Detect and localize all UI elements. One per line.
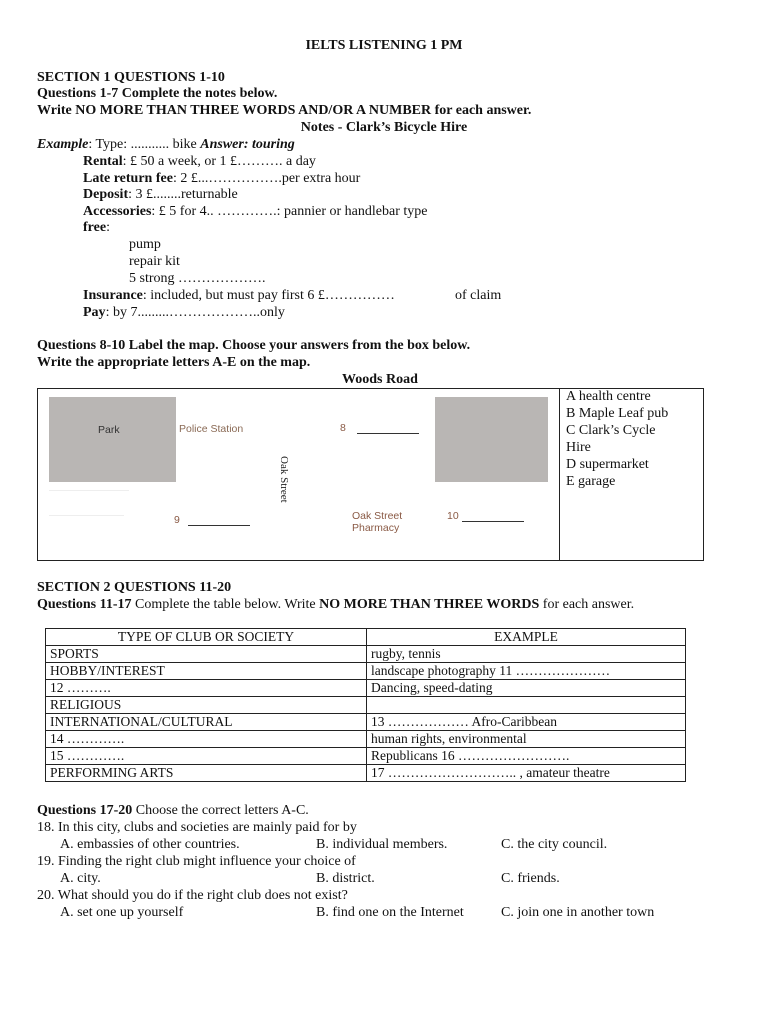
table-row — [46, 748, 686, 765]
table-cell: INTERNATIONAL/CULTURAL — [46, 714, 367, 731]
note-label: Deposit — [83, 187, 129, 202]
section1-instruction: Write NO MORE THAN THREE WORDS AND/OR A NUMBER for each answer. — [37, 103, 532, 118]
free-item: repair kit — [129, 254, 180, 269]
section2-heading: SECTION 2 QUESTIONS 11-20 — [37, 580, 232, 595]
q-text: Complete the table below. Write — [131, 597, 320, 612]
option-item: Hire — [566, 440, 591, 455]
table-header: EXAMPLE — [367, 629, 686, 646]
table-row — [46, 680, 686, 697]
option-item: A health centre — [566, 389, 651, 404]
note-label: Late return fee — [83, 171, 173, 186]
table-cell: 13 ……………… Afro-Caribbean — [367, 714, 686, 731]
table-cell: rugby, tennis — [367, 646, 686, 663]
q8-answer-line — [357, 433, 419, 434]
option-a: A. embassies of other countries. — [60, 837, 240, 852]
note-label: Rental — [83, 154, 123, 169]
note-pay — [83, 304, 285, 321]
option-c: C. the city council. — [501, 837, 608, 852]
note-text: : 2 £...…………….per extra hour — [172, 171, 361, 186]
pharmacy-label-1: Oak Street — [352, 510, 403, 522]
note-text: : £ 50 a week, or 1 £………. a day — [122, 154, 316, 169]
table-row — [46, 731, 686, 748]
clubs-table — [45, 628, 686, 782]
pharmacy-label-2: Pharmacy — [352, 522, 400, 534]
corner-block — [435, 397, 548, 482]
table-cell: HOBBY/INTEREST — [46, 663, 367, 680]
note-label: free — [83, 220, 107, 235]
page-title: IELTS LISTENING 1 PM — [305, 38, 463, 53]
q-label: Questions 11-17 — [37, 597, 132, 612]
q11-17-heading — [37, 596, 634, 613]
q9-answer-line — [188, 525, 250, 526]
option-a: A. set one up yourself — [60, 905, 184, 920]
note-accessories — [83, 203, 427, 220]
table-cell: PERFORMING ARTS — [46, 765, 367, 782]
option-b: B. district. — [316, 871, 375, 886]
note-text: : 3 £........returnable — [128, 187, 238, 202]
mc-heading — [37, 802, 309, 819]
street-label: Oak Street — [278, 456, 290, 503]
example-line — [37, 136, 295, 153]
note-text: : by 7.........………………..only — [105, 305, 285, 320]
table-cell: Dancing, speed-dating — [367, 680, 686, 697]
note-rental — [83, 153, 316, 170]
section1-heading: SECTION 1 QUESTIONS 1-10 — [37, 70, 225, 85]
question-20: 20. What should you do if the right club does not exist? — [37, 888, 348, 903]
q1-7-heading: Questions 1-7 Complete the notes below. — [37, 86, 278, 101]
q-label: Questions 17-20 — [37, 803, 133, 818]
option-c: C. friends. — [501, 871, 560, 886]
note-text: : £ 5 for 4.. ………….: pannier or handlebar type — [151, 204, 428, 219]
map-divider — [559, 389, 560, 560]
table-cell: RELIGIOUS — [46, 697, 367, 714]
q9-label: 9 — [174, 514, 180, 526]
faint-line — [49, 515, 124, 516]
note-deposit — [83, 186, 238, 203]
park-label: Park — [98, 424, 120, 436]
note-text: : included, but must pay first 6 £…………… — [142, 288, 395, 303]
option-b: B. individual members. — [316, 837, 448, 852]
free-item: pump — [129, 237, 161, 252]
q8-label: 8 — [340, 422, 346, 434]
example-text: : Type: ........... bike — [88, 137, 201, 152]
table-cell: 17 ……………………….. , amateur theatre — [367, 765, 686, 782]
note-label: Insurance — [83, 288, 143, 303]
table-row — [46, 714, 686, 731]
note-text: : — [106, 220, 110, 235]
note-late-return — [83, 170, 360, 187]
table-cell: 12 ………. — [46, 680, 367, 697]
option-b: B. find one on the Internet — [316, 905, 464, 920]
q-text: Choose the correct letters A-C. — [132, 803, 309, 818]
note-label: Pay — [83, 305, 106, 320]
map-image — [39, 390, 559, 560]
table-cell — [367, 697, 686, 714]
table-row — [46, 663, 686, 680]
park-block — [49, 397, 176, 482]
q10-answer-line — [462, 521, 524, 522]
faint-line — [49, 490, 129, 491]
free-item: 5 strong ………………. — [129, 271, 266, 286]
notes-title: Notes - Clark’s Bicycle Hire — [300, 120, 468, 135]
option-item: E garage — [566, 474, 616, 489]
example-label: Example — [37, 137, 89, 152]
table-cell: Republicans 16 ……………………. — [367, 748, 686, 765]
insurance-tail: of claim — [455, 288, 502, 303]
question-19: 19. Finding the right club might influence your choice of — [37, 854, 356, 869]
table-cell: human rights, environmental — [367, 731, 686, 748]
table-cell: 15 …………. — [46, 748, 367, 765]
road-label: Woods Road — [342, 372, 418, 387]
q10-label: 10 — [447, 510, 459, 522]
option-item: D supermarket — [566, 457, 649, 472]
option-c: C. join one in another town — [501, 905, 655, 920]
question-18: 18. In this city, clubs and societies are mainly paid for by — [37, 820, 357, 835]
note-insurance — [83, 287, 395, 304]
table-cell: SPORTS — [46, 646, 367, 663]
map-box — [37, 388, 704, 561]
q-tail: for each answer. — [539, 597, 635, 612]
table-header: TYPE OF CLUB OR SOCIETY — [46, 629, 367, 646]
table-cell: landscape photography 11 ………………… — [367, 663, 686, 680]
table-row — [46, 765, 686, 782]
map-heading: Questions 8-10 Label the map. Choose your answers from the box below. — [37, 338, 471, 353]
answer-label: Answer — [200, 137, 244, 152]
note-free — [83, 219, 110, 236]
table-row — [46, 697, 686, 714]
map-instruction: Write the appropriate letters A-E on the map. — [37, 355, 311, 370]
answer-text: : touring — [243, 137, 295, 152]
option-item: B Maple Leaf pub — [566, 406, 669, 421]
table-cell: 14 …………. — [46, 731, 367, 748]
option-a: A. city. — [60, 871, 101, 886]
q-emphasis: NO MORE THAN THREE WORDS — [319, 597, 540, 612]
option-item: C Clark’s Cycle — [566, 423, 656, 438]
map-options — [566, 388, 668, 490]
table-header-row — [46, 629, 686, 646]
table-row — [46, 646, 686, 663]
note-label: Accessories — [83, 204, 152, 219]
police-station-label: Police Station — [179, 423, 244, 435]
